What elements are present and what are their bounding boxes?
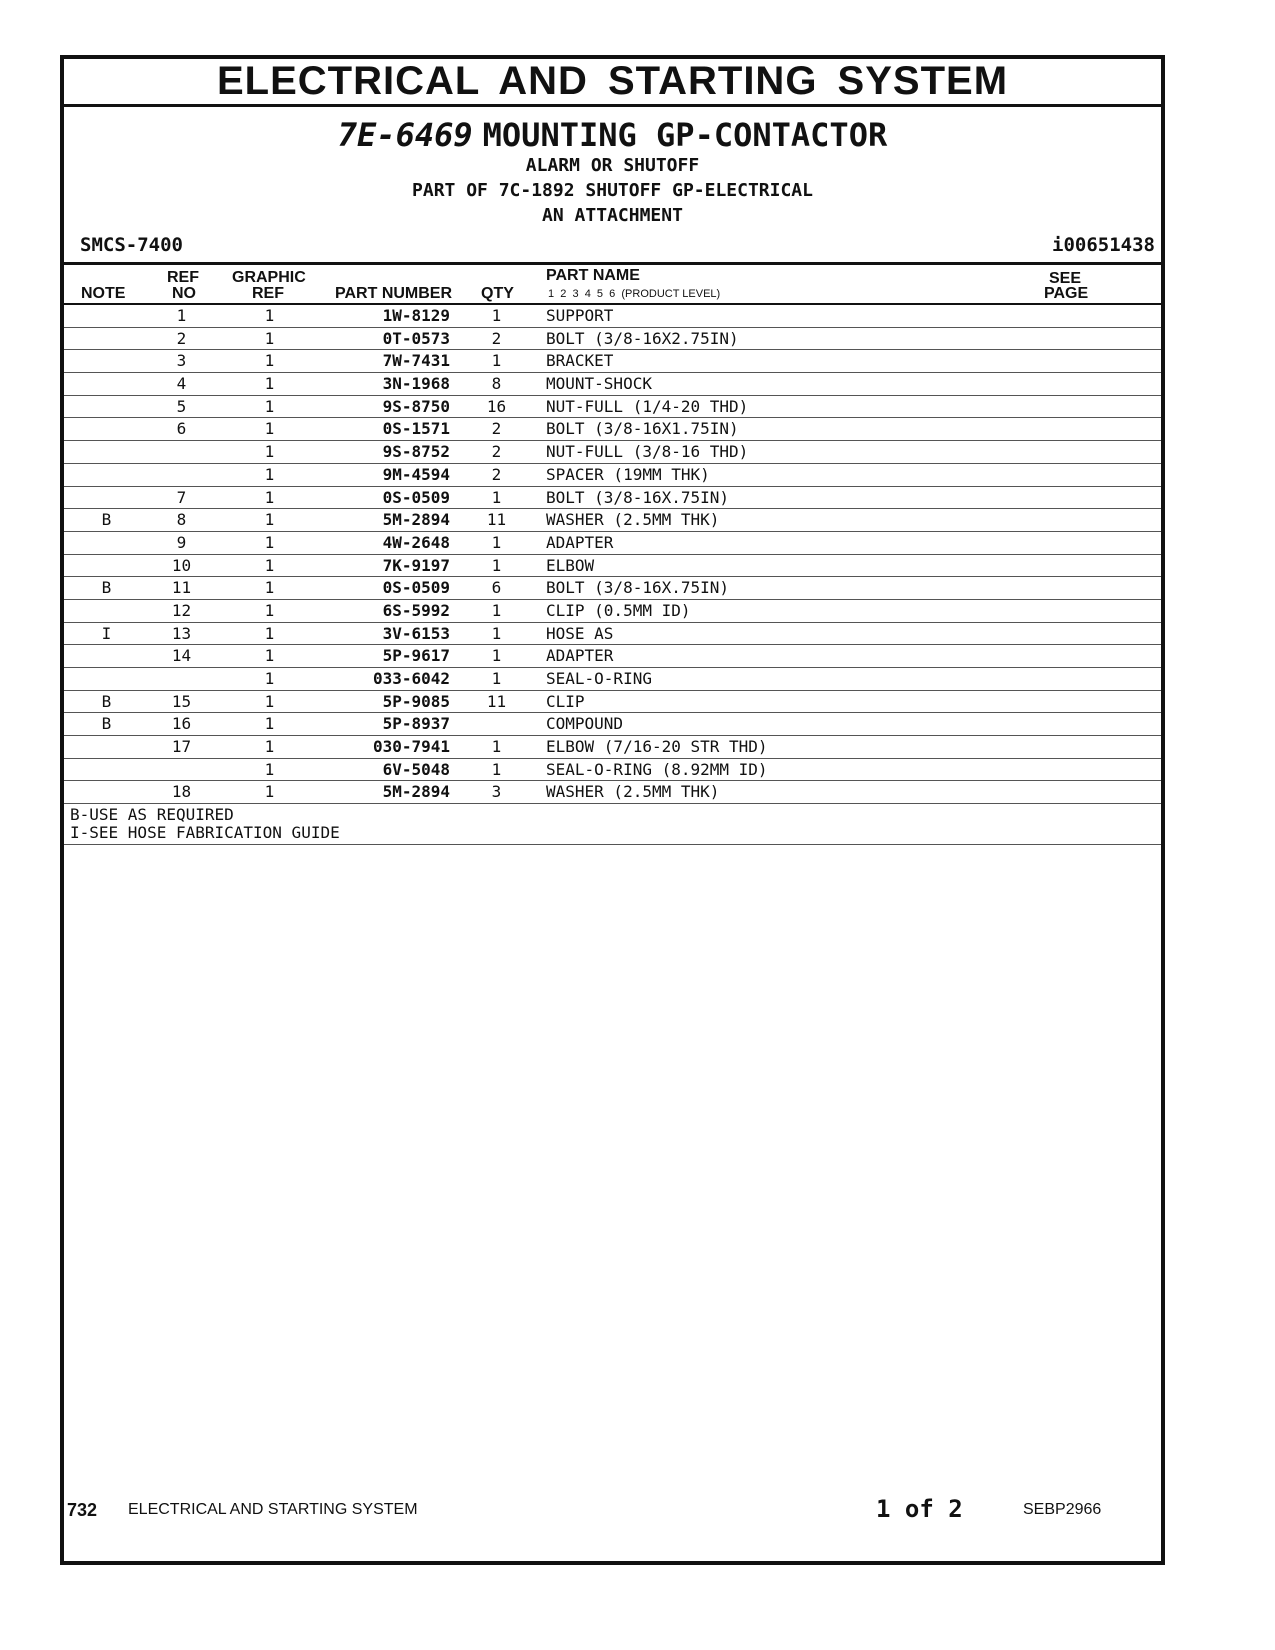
col-graphic-ref-top: GRAPHIC xyxy=(232,269,306,286)
id-row xyxy=(64,232,1161,265)
ref-no-cell: 15 xyxy=(171,691,192,711)
graphic-ref-cell: 1 xyxy=(264,374,275,394)
graphic-ref-cell: 1 xyxy=(264,669,275,688)
qty-cell: 11 xyxy=(486,691,507,711)
part-number-cell: 9S-8752 xyxy=(382,442,450,462)
ref-no-cell: 7 xyxy=(176,487,187,507)
ref-no-cell: 17 xyxy=(171,737,192,757)
part-number-cell: 030-7941 xyxy=(372,737,450,757)
table-row xyxy=(64,623,1161,646)
graphic-ref-cell: 1 xyxy=(264,464,275,484)
notes-block xyxy=(64,804,1161,845)
qty-cell: 1 xyxy=(491,555,502,575)
document-id: i00651438 xyxy=(1052,234,1155,256)
qty-cell: 1 xyxy=(491,646,502,666)
note-cell: B xyxy=(101,691,112,711)
note-cell: B xyxy=(101,578,112,598)
ref-no-cell: 3 xyxy=(176,351,187,371)
part-name-cell: BOLT (3/8-16X.75IN) xyxy=(546,578,730,598)
graphic-ref-cell: 1 xyxy=(264,419,275,439)
ref-no-cell: 16 xyxy=(171,714,192,734)
qty-cell: 2 xyxy=(491,464,502,484)
table-row xyxy=(64,577,1161,600)
table-row xyxy=(64,600,1161,623)
table-row xyxy=(64,305,1161,328)
graphic-ref-cell: 1 xyxy=(264,532,275,552)
part-name-cell: BOLT (3/8-16X.75IN) xyxy=(546,487,730,507)
table-row xyxy=(64,555,1161,578)
table-row xyxy=(64,373,1161,396)
graphic-ref-cell: 1 xyxy=(264,351,275,371)
graphic-ref-cell: 1 xyxy=(264,510,275,530)
ref-no-cell: 18 xyxy=(171,782,192,802)
footer-doc-code: SEBP2966 xyxy=(1023,1501,1102,1518)
ref-no-cell: 12 xyxy=(171,600,192,620)
col-see-page-bottom: PAGE xyxy=(1044,285,1089,302)
qty-cell: 2 xyxy=(491,442,502,462)
graphic-ref-cell: 1 xyxy=(264,623,275,643)
qty-cell: 1 xyxy=(491,669,502,688)
part-number-cell: 5M-2894 xyxy=(382,510,450,530)
qty-cell: 1 xyxy=(491,737,502,757)
graphic-ref-cell: 1 xyxy=(264,328,275,348)
part-number-cell: 6V-5048 xyxy=(382,759,450,779)
part-number-cell: 4W-2648 xyxy=(382,532,450,552)
part-number-cell: 5P-8937 xyxy=(382,714,450,734)
ref-no-cell: 10 xyxy=(171,555,192,575)
qty-cell: 2 xyxy=(491,419,502,439)
part-name-cell: WASHER (2.5MM THK) xyxy=(546,782,720,802)
graphic-ref-cell: 1 xyxy=(264,306,275,325)
ref-no-cell: 2 xyxy=(176,328,187,348)
part-name-cell: ELBOW xyxy=(546,555,595,575)
group-name: MOUNTING GP-CONTACTOR xyxy=(482,116,888,154)
part-number-cell: 0T-0573 xyxy=(382,328,450,348)
group-part-number: 7E-6469 xyxy=(337,116,473,154)
qty-cell: 8 xyxy=(491,374,502,394)
part-number-cell: 9S-8750 xyxy=(382,396,450,416)
part-name-cell: HOSE AS xyxy=(546,623,614,643)
part-name-cell: BOLT (3/8-16X2.75IN) xyxy=(546,328,739,348)
part-number-cell: 6S-5992 xyxy=(382,600,450,620)
ref-no-cell: 6 xyxy=(176,419,187,439)
table-row xyxy=(64,487,1161,510)
qty-cell: 1 xyxy=(491,306,502,325)
table-header xyxy=(64,265,1161,305)
part-name-cell: BOLT (3/8-16X1.75IN) xyxy=(546,419,739,439)
qty-cell: 1 xyxy=(491,351,502,371)
qty-cell: 11 xyxy=(486,510,507,530)
qty-cell: 16 xyxy=(486,396,507,416)
table-row xyxy=(64,691,1161,714)
page-footer xyxy=(0,1495,1275,1525)
ref-no-cell: 13 xyxy=(171,623,192,643)
part-number-cell: 5M-2894 xyxy=(382,782,450,802)
graphic-ref-cell: 1 xyxy=(264,782,275,802)
group-subtitle-2: PART OF 7C-1892 SHUTOFF GP-ELECTRICAL xyxy=(412,180,813,201)
col-note: NOTE xyxy=(81,285,126,302)
ref-no-cell: 5 xyxy=(176,396,187,416)
graphic-ref-cell: 1 xyxy=(264,396,275,416)
ref-no-cell: 11 xyxy=(171,578,192,598)
table-row xyxy=(64,645,1161,668)
col-part-name: PART NAME xyxy=(546,267,640,284)
part-name-cell: SEAL-O-RING xyxy=(546,669,652,688)
note-cell: B xyxy=(101,510,112,530)
note-line: B-USE AS REQUIRED xyxy=(70,805,234,825)
graphic-ref-cell: 1 xyxy=(264,759,275,779)
part-number-cell: 5P-9085 xyxy=(382,691,450,711)
table-row xyxy=(64,350,1161,373)
col-graphic-ref-bottom: REF xyxy=(252,285,284,302)
part-number-cell: 033-6042 xyxy=(372,669,450,688)
ref-no-cell: 8 xyxy=(176,510,187,530)
part-number-cell: 5P-9617 xyxy=(382,646,450,666)
group-title xyxy=(64,117,1161,153)
part-number-cell: 7W-7431 xyxy=(382,351,450,371)
part-name-cell: ELBOW (7/16-20 STR THD) xyxy=(546,737,768,757)
part-name-cell: NUT-FULL (1/4-20 THD) xyxy=(546,396,749,416)
table-row xyxy=(64,668,1161,691)
col-see-page-top: SEE xyxy=(1049,270,1082,287)
ref-no-cell: 9 xyxy=(176,532,187,552)
group-subtitle-3: AN ATTACHMENT xyxy=(542,205,683,226)
col-ref-no-top: REF xyxy=(167,269,199,286)
qty-cell: 1 xyxy=(491,487,502,507)
group-header xyxy=(64,117,1161,228)
table-row xyxy=(64,759,1161,782)
part-number-cell: 9M-4594 xyxy=(382,464,450,484)
graphic-ref-cell: 1 xyxy=(264,714,275,734)
table-row xyxy=(64,509,1161,532)
part-name-cell: CLIP xyxy=(546,691,585,711)
graphic-ref-cell: 1 xyxy=(264,691,275,711)
part-number-cell: 3N-1968 xyxy=(382,374,450,394)
part-number-cell: 0S-0509 xyxy=(382,578,450,598)
ref-no-cell: 14 xyxy=(171,646,192,666)
graphic-ref-cell: 1 xyxy=(264,555,275,575)
part-name-cell: SUPPORT xyxy=(546,306,614,325)
part-name-cell: NUT-FULL (3/8-16 THD) xyxy=(546,442,749,462)
table-row xyxy=(64,736,1161,759)
part-name-cell: ADAPTER xyxy=(546,646,614,666)
part-name-cell: CLIP (0.5MM ID) xyxy=(546,600,691,620)
table-row xyxy=(64,418,1161,441)
graphic-ref-cell: 1 xyxy=(264,600,275,620)
qty-cell: 1 xyxy=(491,600,502,620)
graphic-ref-cell: 1 xyxy=(264,578,275,598)
note-cell: I xyxy=(101,623,112,643)
part-number-cell: 7K-9197 xyxy=(382,555,450,575)
note-cell: B xyxy=(101,714,112,734)
table-row xyxy=(64,441,1161,464)
graphic-ref-cell: 1 xyxy=(264,737,275,757)
ref-no-cell: 4 xyxy=(176,374,187,394)
ref-no-cell: 1 xyxy=(176,306,187,325)
part-number-cell: 0S-0509 xyxy=(382,487,450,507)
part-number-cell: 3V-6153 xyxy=(382,623,450,643)
part-name-cell: COMPOUND xyxy=(546,714,624,734)
part-name-cell: BRACKET xyxy=(546,351,614,371)
table-row xyxy=(64,713,1161,736)
footer-section: ELECTRICAL AND STARTING SYSTEM xyxy=(128,1501,418,1518)
part-number-cell: 1W-8129 xyxy=(382,306,450,325)
parts-page-frame xyxy=(60,55,1165,1565)
graphic-ref-cell: 1 xyxy=(264,442,275,462)
table-row xyxy=(64,532,1161,555)
part-name-cell: SPACER (19MM THK) xyxy=(546,464,710,484)
group-subtitle-1: ALARM OR SHUTOFF xyxy=(525,155,700,176)
part-name-cell: ADAPTER xyxy=(546,532,614,552)
smcs-code: SMCS-7400 xyxy=(80,234,183,256)
note-line: I-SEE HOSE FABRICATION GUIDE xyxy=(70,823,340,843)
part-name-cell: SEAL-O-RING (8.92MM ID) xyxy=(546,759,768,779)
graphic-ref-cell: 1 xyxy=(264,646,275,666)
col-product-levels: 1 2 3 4 5 6 (PRODUCT LEVEL) xyxy=(548,288,721,300)
col-qty: QTY xyxy=(481,285,514,302)
table-row xyxy=(64,328,1161,351)
part-name-cell: MOUNT-SHOCK xyxy=(546,374,652,394)
table-row xyxy=(64,781,1161,804)
qty-cell: 1 xyxy=(491,532,502,552)
part-number-cell: 0S-1571 xyxy=(382,419,450,439)
table-row xyxy=(64,464,1161,487)
section-title: ELECTRICAL AND STARTING SYSTEM xyxy=(64,59,1161,107)
col-part-number: PART NUMBER xyxy=(335,285,453,302)
col-ref-no-bottom: NO xyxy=(172,285,196,302)
qty-cell: 6 xyxy=(491,578,502,598)
footer-page-number: 732 xyxy=(67,1500,98,1520)
part-name-cell: WASHER (2.5MM THK) xyxy=(546,510,720,530)
qty-cell: 2 xyxy=(491,328,502,348)
parts-table-body xyxy=(64,305,1161,804)
qty-cell: 1 xyxy=(491,759,502,779)
qty-cell: 3 xyxy=(491,782,502,802)
footer-page-of: 1 of 2 xyxy=(876,1495,963,1523)
graphic-ref-cell: 1 xyxy=(264,487,275,507)
qty-cell: 1 xyxy=(491,623,502,643)
table-row xyxy=(64,396,1161,419)
